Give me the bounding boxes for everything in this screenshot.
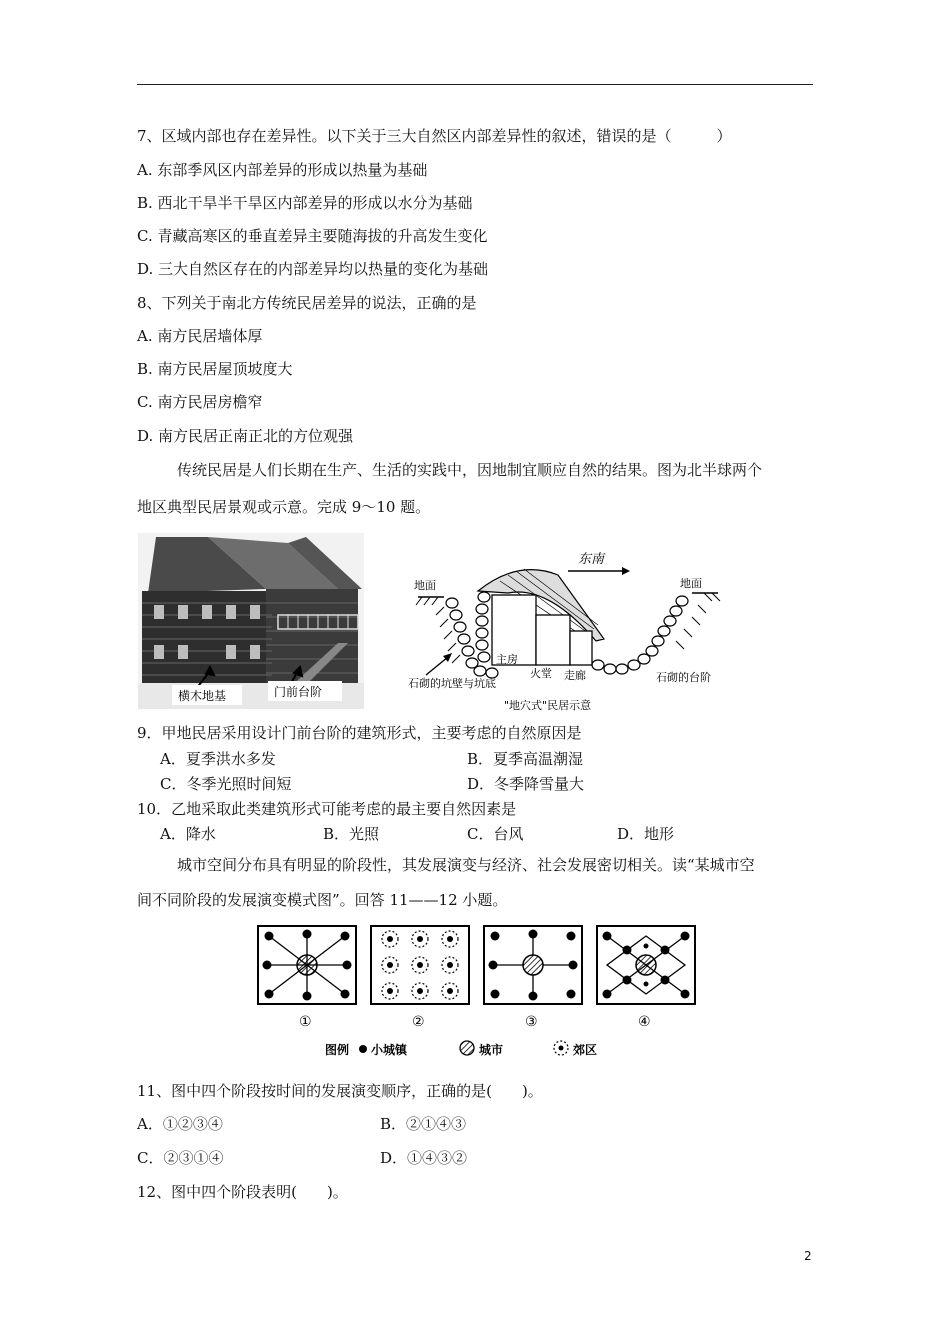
fire-hall xyxy=(536,615,570,665)
ground-left-label: 地面 xyxy=(414,579,436,592)
legend-title: 图例 xyxy=(325,1043,350,1057)
ground-right-label: 地面 xyxy=(680,577,702,590)
legend-town-marker xyxy=(359,1045,367,1053)
stage-1-panel xyxy=(258,926,356,1004)
q8-stem: 8、下列关于南北方传统民居差异的说法，正确的是 xyxy=(137,294,477,312)
q7-option-a: A. 东部季风区内部差异的形成以热量为基础 xyxy=(137,161,428,179)
label-log-foundation: 横木地基 xyxy=(178,689,227,703)
city-stages-diagram xyxy=(255,922,700,1062)
q10-option-d: D．地形 xyxy=(617,825,675,843)
q9-stem: 9．甲地民居采用设计门前台阶的建筑形式，主要考虑的自然原因是 xyxy=(137,724,582,742)
q10-option-c: C．台风 xyxy=(467,825,524,843)
dwelling-caption: "地穴式"民居示意 xyxy=(504,699,592,712)
q9-option-c: C．冬季光照时间短 xyxy=(160,775,292,793)
q7-option-d: D. 三大自然区存在的内部差异均以热量的变化为基础 xyxy=(137,260,489,278)
label-front-steps: 门前台阶 xyxy=(274,685,323,699)
q11-stem: 11、图中四个阶段按时间的发展演变顺序，正确的是( )。 xyxy=(137,1082,543,1100)
q12-stem: 12、图中四个阶段表明( )。 xyxy=(137,1183,348,1201)
stage-3-label: ③ xyxy=(525,1014,538,1030)
pit-dwelling-diagram xyxy=(408,545,738,717)
q7-option-c: C. 青藏高寒区的垂直差异主要随海拔的升高发生变化 xyxy=(137,227,488,245)
q10-stem: 10．乙地采取此类建筑形式可能考虑的最主要自然因素是 xyxy=(137,800,517,818)
wooden-house-photo xyxy=(138,533,364,709)
q8-option-a: A. 南方民居墙体厚 xyxy=(137,327,263,345)
q9-option-a: A．夏季洪水多发 xyxy=(160,750,276,768)
intro-9-10-line2: 地区典型民居景观或示意。完成 9～10 题。 xyxy=(137,498,431,516)
q10-option-a: A．降水 xyxy=(160,825,216,843)
legend-town-label: 小城镇 xyxy=(371,1043,408,1057)
legend-city-label: 城市 xyxy=(479,1043,504,1057)
q11-option-b: B．②①④③ xyxy=(380,1115,467,1133)
left-wall-label: 石砌的坑壁与坑底 xyxy=(408,677,496,690)
header-rule xyxy=(137,84,813,85)
q7-stem: 7、区域内部也存在差异性。以下关于三大自然区内部差异性的叙述，错误的是（ ） xyxy=(137,127,732,145)
main-room-label: 主房 xyxy=(496,653,518,666)
q11-option-a: A．①②③④ xyxy=(137,1115,223,1133)
stage-2-panel xyxy=(371,926,469,1004)
q9-option-b: B．夏季高温潮湿 xyxy=(467,750,584,768)
q8-option-b: B. 南方民居屋顶坡度大 xyxy=(137,360,293,378)
stage-4-panel xyxy=(597,926,695,1004)
direction-label: 东南 xyxy=(578,552,605,567)
q11-option-c: C．②③①④ xyxy=(137,1149,224,1167)
right-steps-label: 石砌的台阶 xyxy=(656,671,711,684)
stage-2-label: ② xyxy=(412,1014,425,1030)
intro-11-12-line2: 间不同阶段的发展演变模式图”。回答 11——12 小题。 xyxy=(137,891,508,909)
intro-11-12-line1: 城市空间分布具有明显的阶段性，其发展演变与经济、社会发展密切相关。读“某城市空 xyxy=(177,856,755,874)
q9-option-d: D．冬季降雪量大 xyxy=(467,775,585,793)
stage-1-label: ① xyxy=(299,1014,312,1030)
stage-3-panel xyxy=(484,926,582,1004)
q8-option-c: C. 南方民居房檐窄 xyxy=(137,393,263,411)
corridor xyxy=(570,631,592,665)
legend-city-marker xyxy=(460,1041,474,1055)
corridor-label: 走廊 xyxy=(564,669,586,682)
page-number: 2 xyxy=(804,1249,812,1263)
stage-4-label: ④ xyxy=(638,1014,651,1030)
q10-option-b: B．光照 xyxy=(323,825,380,843)
q7-option-b: B. 西北干旱半干旱区内部差异的形成以水分为基础 xyxy=(137,194,473,212)
legend-suburb-label: 郊区 xyxy=(573,1043,598,1057)
intro-9-10-line1: 传统民居是人们长期在生产、生活的实践中，因地制宜顺应自然的结果。图为北半球两个 xyxy=(177,461,763,479)
fire-hall-label: 火堂 xyxy=(530,667,552,680)
q11-option-d: D．①④③② xyxy=(380,1149,468,1167)
q8-option-d: D. 南方民居正南正北的方位观强 xyxy=(137,427,354,445)
